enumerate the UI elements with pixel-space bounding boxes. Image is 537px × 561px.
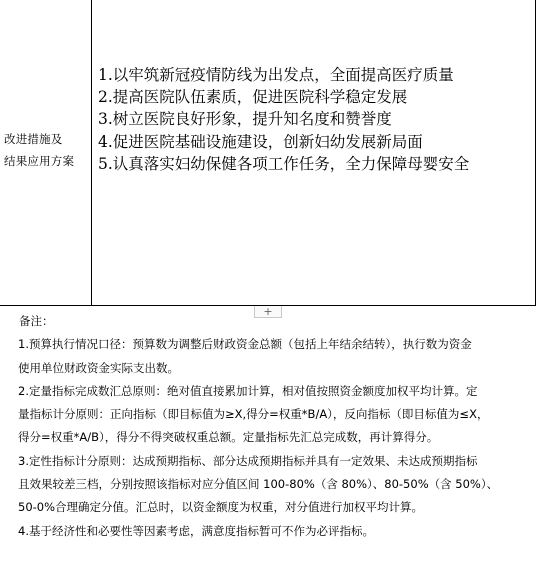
measure-item: 3.树立医院良好形象，提升知名度和赞誉度 [98,110,392,129]
measures-list [98,64,534,175]
note-line: 50-0%合理确定分值。汇总时，以资金额度为权重，对分值进行加权平均计算。 [18,500,424,515]
note-line: 3.定性指标计分原则：达成预期指标、部分达成预期指标并具有一定效果、未达成预期指标 [18,453,478,468]
row-label-line: 改进措施及 [4,132,63,146]
note-line: 2.定量指标完成数汇总原则：绝对值直接累加计算，相对值按照资金额度加权平均计算。定 [18,383,478,398]
measure-item: 4.促进医院基础设施建设，创新妇幼发展新局面 [98,132,423,151]
note-line: 量指标计分原则：正向指标（即目标值为≥X,得分=权重*B/A），反向指标（即目标值为≤X， [18,407,489,422]
measure-item: 1.以牢筑新冠疫情防线为出发点，全面提高医疗质量 [98,66,454,84]
row-label-line: 结果应用方案 [4,154,75,168]
note-line: 4.基于经济性和必要性等因素考虑，满意度指标暂可不作为必评指标。 [18,523,374,538]
add-row-button[interactable]: + [254,306,282,318]
row-label [4,128,90,172]
measure-item: 2.提高医院队伍素质，促进医院科学稳定发展 [98,88,408,107]
notes-title: 备注： [19,314,54,328]
notes-section [18,310,530,543]
column-divider [91,0,92,305]
note-line: 且效果较差三档，分别按照该指标对应分值区间 100-80%（含 80%）、80-50%（含 50%）、 [18,477,499,492]
note-line: 1.预算执行情况口径：预算数为调整后财政资金总额（包括上年结余结转），执行数为资金 [18,337,472,352]
note-line: 使用单位财政资金实际支出数。 [18,360,179,375]
note-line: 得分=权重*A/B），得分不得突破权重总额。定量指标先汇总完成数，再计算得分。 [18,430,439,445]
measure-item: 5.认真落实妇幼保健各项工作任务，全力保障母婴安全 [98,154,470,173]
